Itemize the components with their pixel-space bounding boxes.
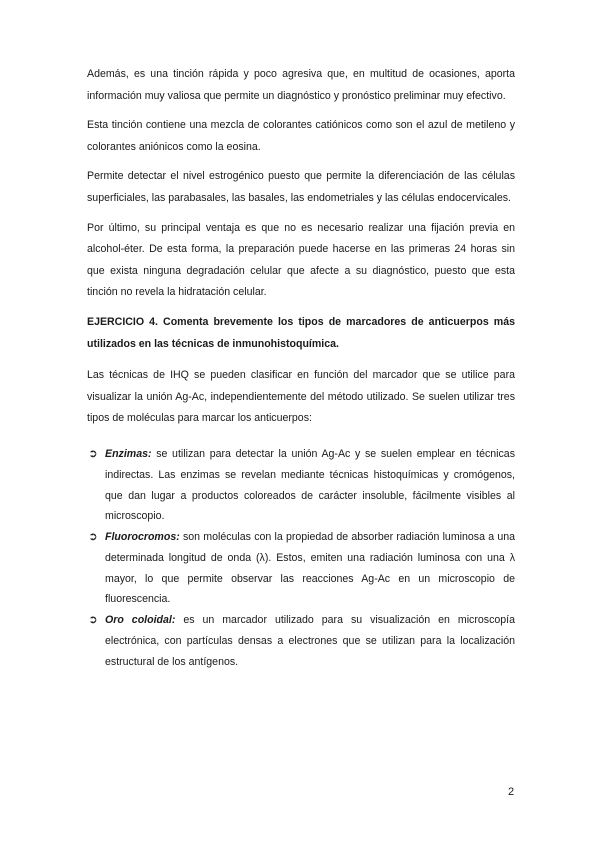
list-item-text: se utilizan para detectar la unión Ag-Ac y se suelen emplear en técnicas indirectas. Las enzimas se revelan mediante técnicas histoquímicas y cromógenos, que dan lugar a productos coloreados de carácter insoluble, fácilmente visibles al microscopio. xyxy=(105,447,515,523)
marker-list xyxy=(87,444,515,673)
document-page xyxy=(87,64,515,673)
list-item-term: Enzimas: xyxy=(105,447,152,460)
paragraph-1: Además, es una tinción rápida y poco agresiva que, en multitud de ocasiones, aporta información muy valiosa que permite un diagnóstico y pronóstico preliminar muy efectivo. xyxy=(87,68,515,102)
paragraph-2: Esta tinción contiene una mezcla de colorantes catiónicos como son el azul de metileno y colorantes aniónicos como la eosina. xyxy=(87,119,515,153)
list-item-text: son moléculas con la propiedad de absorber radiación luminosa a una determinada longitud de onda (λ). Estos, emiten una radiación luminosa con una λ mayor, lo que permite observar las reacciones Ag-Ac en un microscopio de fluorescencia. xyxy=(105,531,515,606)
arrow-bullet-icon: ➲ xyxy=(88,530,98,544)
list-item xyxy=(88,444,515,527)
list-item-text: es un marcador utilizado para su visualización en microscopía electrónica, con partículas densas a electrones que se utilizan para la localización estructural de los antígenos. xyxy=(105,614,515,668)
list-item xyxy=(88,527,515,610)
paragraph-3: Permite detectar el nivel estrogénico puesto que permite la diferenciación de las células superficiales, las parabasales, las basales, las endometriales y las células endocervicales. xyxy=(87,170,515,204)
arrow-bullet-icon: ➲ xyxy=(88,613,98,627)
page-number: 2 xyxy=(508,786,515,798)
list-item-term: Fluorocromos: xyxy=(105,531,180,544)
arrow-bullet-icon: ➲ xyxy=(88,446,98,460)
paragraph-4: Por último, su principal ventaja es que no es necesario realizar una fijación previa en alcohol-éter. De esta forma, la preparación puede hacerse en las primeras 24 horas sin que exista ninguna degradación celular que afecte a su diagnóstico, puesto que esta tinción no revela la hidratación celular. xyxy=(87,221,515,299)
exercise-heading: EJERCICIO 4. Comenta brevemente los tipos de marcadores de anticuerpos más utilizados en las técnicas de inmunohistoquímica. xyxy=(87,315,515,350)
list-item-term: Oro coloidal: xyxy=(105,614,176,627)
list-item xyxy=(88,610,515,672)
exercise-intro: Las técnicas de IHQ se pueden clasificar en función del marcador que se utilice para visualizar la unión Ag-Ac, independientemente del método utilizado. Se suelen utilizar tres tipos de moléculas para marcar los anticuerpos: xyxy=(87,369,515,425)
